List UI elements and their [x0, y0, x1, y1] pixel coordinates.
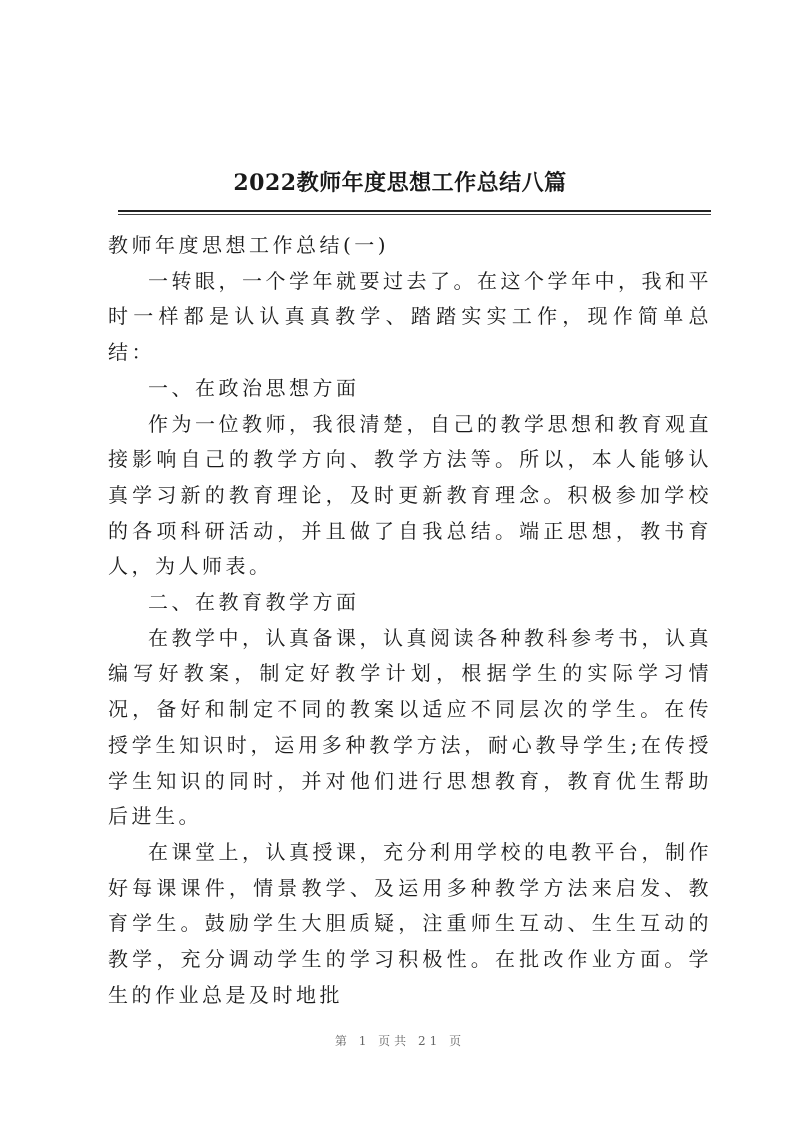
- paragraph-classroom: 在课堂上，认真授课，充分利用学校的电教平台，制作好每课课件，情景教学、及运用多种教学方法来启发、教育学生。鼓励学生大胆质疑，注重师生互动、生生互动的教学，充分调动学生的学习积极性。在批改作业方面。学生的作业总是及时地批: [108, 839, 712, 1007]
- subheading-teaching: 二、在教育教学方面: [148, 590, 360, 615]
- paragraph-intro: 一转眼，一个学年就要过去了。在这个学年中，我和平时一样都是认认真真教学、踏踏实实工作，现作简单总结：: [108, 268, 712, 365]
- section-heading: 教师年度思想工作总结(一): [108, 233, 390, 257]
- title-divider-thin: [118, 214, 711, 215]
- title-divider: [118, 210, 711, 212]
- paragraph-political: 作为一位教师，我很清楚，自己的教学思想和教育观直接影响自己的教学方向、教学方法等。所以，本人能够认真学习新的教育理论，及时更新教育理念。积极参加学校的各项科研活动，并且做了自我总结。端正思想，教书育人，为人师表。: [108, 411, 712, 579]
- page-number-footer: 第 1 页共 21 页: [334, 1034, 466, 1048]
- paragraph-teaching: 在教学中，认真备课，认真阅读各种教科参考书，认真编写好教案，制定好教学计划，根据学生的实际学习情况，备好和制定不同的教案以适应不同层次的学生。在传授学生知识时，运用多种教学方法，耐心教导学生;在传授学生知识的同时，并对他们进行思想教育，教育优生帮助后进生。: [108, 625, 712, 829]
- document-body: [108, 228, 712, 1013]
- subheading-political: 一、在政治思想方面: [148, 375, 360, 400]
- document-title: 2022教师年度思想工作总结八篇: [233, 170, 567, 196]
